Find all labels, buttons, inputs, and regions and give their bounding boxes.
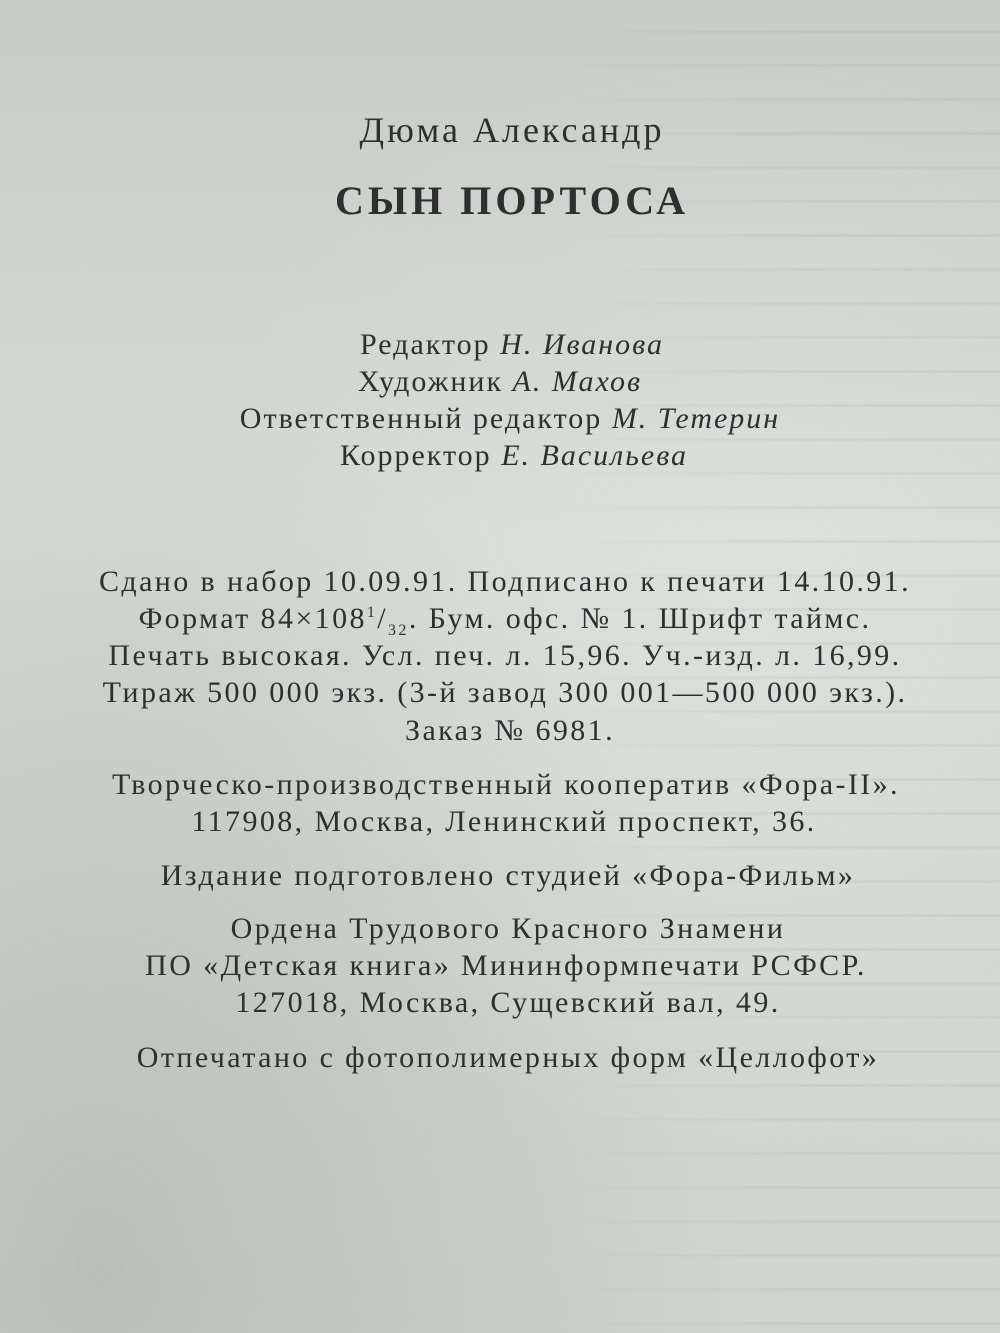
printed-note: Отпечатано с фотополимерных форм «Целлофот» [136,1041,880,1074]
credit-role: Корректор [339,439,492,472]
credit-role: Ответственный редактор [239,402,603,435]
book-author: Дюма Александр [359,110,665,150]
printer-name: ПО «Детская книга» Мининформпечати РСФСР. [145,949,867,982]
publisher-address: 117908, Москва, Ленинский проспект, 36. [191,805,817,838]
format-sub: 32 [388,622,409,639]
book-title: СЫН ПОРТОСА [335,178,689,223]
imprint-print-details: Печать высокая. Усл. печ. л. 15,96. Уч.-изд. л. 16,99. [108,639,902,672]
credit-editor [12,327,1000,363]
credit-proofreader [14,438,1000,474]
credit-name: М. Тетерин [611,402,781,435]
format-prefix: Формат 84×108 [138,602,367,635]
format-sup: 1 [366,604,378,621]
credit-artist [0,364,1000,400]
credit-role: Редактор [359,328,491,361]
credit-name: Е. Васильева [501,439,689,472]
imprint-format [5,601,1000,637]
publisher-name: Творческо-производственный кооператив «Фора-II». [112,768,900,801]
printer-order: Ордена Трудового Красного Знамени [230,912,786,945]
imprint-order-number: Заказ № 6981. [405,714,615,747]
printer-address: 127018, Москва, Сущевский вал, 49. [235,986,781,1019]
imprint-print-run: Тираж 500 000 экз. (3-й завод 300 001—500 000 экз.). [102,676,908,709]
credit-responsible-editor [10,401,1000,437]
imprint-dates: Сдано в набор 10.09.91. Подписано к печати 14.10.91. [99,565,911,598]
credit-role: Художник [357,365,504,398]
format-suffix: . Бум. офс. № 1. Шрифт таймс. [408,602,872,635]
studio-note: Издание подготовлено студией «Фора-Фильм» [160,859,856,892]
credit-name: А. Махов [512,365,643,398]
credit-name: Н. Иванова [500,328,665,361]
format-slash: / [377,602,389,635]
